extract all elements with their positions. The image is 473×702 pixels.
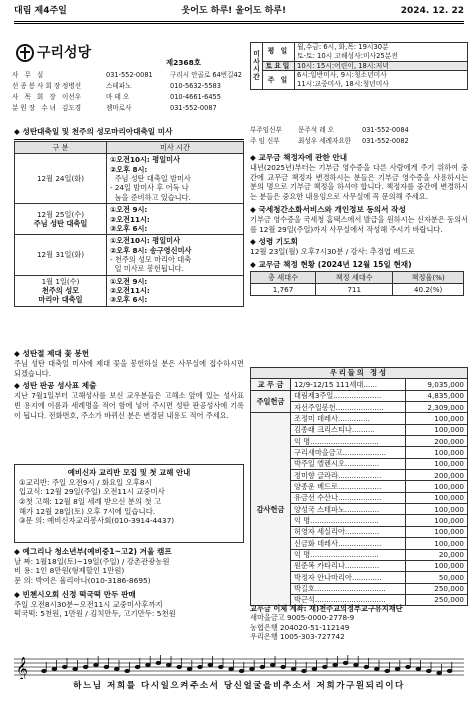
table-row [15, 235, 244, 275]
music-note [166, 663, 171, 666]
offering-amount: 4,835,000 [406, 390, 468, 401]
offering-amount: 100,000 [406, 458, 468, 469]
left-notices [14, 349, 244, 421]
status-title: ◆ 교무금 책정 현황 (2024년 12월 15일 현재) [250, 259, 412, 269]
account-info [250, 604, 468, 641]
notice-title: ◆ 교무금 책정자에 관한 안내 [250, 153, 348, 162]
music-note [156, 661, 161, 664]
contact-row [12, 93, 242, 104]
contact-extra: 010-4661-6455 [170, 93, 221, 101]
priest-list [250, 126, 468, 148]
offering-amount: 100,000 [406, 504, 468, 515]
box-line: 해가 12월 28일(토) 오후 7시에 있습니다. [19, 506, 156, 516]
music-notes-icon [14, 655, 464, 679]
parish-logo [16, 44, 91, 62]
offering-amount: 2,309,000 [406, 402, 468, 413]
offering-donor: 양종운 베드로................... [291, 481, 406, 492]
music-note [94, 663, 99, 666]
contact-label: 사 목 회 장 [12, 93, 58, 101]
mass-time: 월,수금: 6시, 화,목: 19시30분 토-토: 10시 고해성사:미사25분전 [295, 43, 468, 62]
notice-body: 지난 7월1일부터 고해성사를 보신 교우분들은 고해소 앞에 있는 성사표 빈 용지에 이름과 세례명을 적어 함에 넣어 주시면 성탄 판공성사에 기록이 됩니다. 전화번호, 주소가 바뀌신 분은 변경된 내용도 적어 주세요. [14, 391, 244, 420]
box-title: 예비신자 교리반 모집 및 첫 교해 안내 [67, 468, 191, 477]
music-note [302, 669, 307, 672]
music-note [198, 665, 203, 668]
music-note [447, 669, 452, 672]
offering-donor: 조정미 데레사.............. [291, 413, 406, 424]
account-line: 우리은행 1005-303-727742 [250, 632, 345, 642]
offering-category: 주일헌금 [251, 390, 291, 413]
col-header: 총 세대수 [251, 271, 316, 283]
music-note [239, 669, 244, 672]
contact-list [12, 71, 242, 115]
account-line: 새마을금고 9005-0000-2778-9 [250, 613, 355, 623]
col-header: 미사 시간 [107, 142, 244, 154]
offering-donor: 익 명.............................. [291, 515, 406, 526]
issue-number: 제2368호 [166, 58, 201, 67]
mass-day: 토요일 [263, 61, 295, 71]
parish-name: 구리성당 [37, 45, 92, 61]
offering-row [251, 390, 468, 401]
music-note [343, 661, 348, 664]
contact-phone: 마 태 오 [106, 93, 130, 101]
offering-amount: 100,000 [406, 538, 468, 549]
contact-phone: 스테파노 [106, 82, 132, 90]
offering-amount: 100,000 [406, 515, 468, 526]
divider [14, 139, 244, 140]
offering-donor: 익 명.............................. [291, 436, 406, 447]
status-value: 40.2(%) [393, 283, 464, 295]
notice-line: 날 짜: 1월18일(토)~19일(주일) / 강촌관광농원 [14, 556, 170, 566]
lyric-line: 하느님 저희를 다시일으켜주소서 당신얼굴을비추소서 저희가구원되리이다 [73, 681, 405, 691]
notice-title: ◆ 성령 기도회 [250, 237, 298, 247]
offering-donor: 원준복 카타리나............... [291, 560, 406, 571]
notice-title: ◆ 예그리나 청소년부(예비중1~고2) 겨울 캠프 [14, 547, 172, 556]
mass-schedule: ①오전10시: 평일미사 ②오후 8시: 송구영신미사 - 천주의 성모 마리아 대축 일 미사로 봉헌됩니다. [107, 235, 244, 275]
offering-amount: 200,000 [406, 436, 468, 447]
offering-amount: 100,000 [406, 447, 468, 458]
contact-row [12, 82, 242, 93]
col-header: 책정 세대수 [316, 271, 393, 283]
contact-name: 정병선 [62, 82, 82, 90]
offering-amount: 100,000 [406, 424, 468, 435]
box-line: ①교리반: 주일 오전9시 / 화요일 오후8시 [19, 477, 152, 487]
offering-amount: 250,000 [406, 594, 468, 605]
music-note [260, 665, 265, 668]
notice-body: 내년(2025년)부터는 기부금 영수증을 다른 사람에게 주기 위하여 중간에 교무금 책정자 변경하시는 분들은 기부금 영수증을 사용하시는 분의 명으로 기부금 책정을 하셔야 합니다. 책정자를 중간에 변경하시는 분들은 중요한 내용임으로 사무실에 꼭 문의해 주세요. [250, 162, 468, 202]
music-note [322, 665, 327, 668]
music-note [437, 671, 442, 674]
contact-name: 이선우 [62, 93, 82, 101]
mass-day: 평 일 [263, 43, 295, 62]
offering-amount: 100,000 [406, 413, 468, 424]
music-note [135, 665, 140, 668]
notice-line: 문 의: 박여은 율리아나(010-3186-8695) [14, 576, 151, 586]
contact-row [12, 104, 242, 115]
status-value: 1,767 [251, 283, 316, 295]
cross-icon [16, 44, 34, 62]
side-char: 미 [253, 50, 260, 59]
mass-side-label [251, 43, 263, 90]
mass-schedule: ①오전 9시: ②오전11시: ③오후 6시: [107, 204, 244, 235]
mass-schedule: ①오전 9시: ②오전11시: ③오후 6시: [107, 275, 244, 306]
side-char: 간 [253, 72, 260, 81]
mass-date: 1월 1일(수) 천주의 성모 마리아 대축일 [15, 275, 107, 306]
music-note [270, 663, 275, 666]
box-line: ②첫 고해: 12월 8일 세례 받으신 분의 첫 고 [19, 496, 161, 506]
right-notices [250, 153, 468, 296]
camp-notice [14, 547, 244, 619]
offering-amount: 100,000 [406, 526, 468, 537]
offering-category: 교 무 금 [251, 379, 291, 390]
contact-phone: 031-552-0081 [106, 71, 153, 79]
mass-date: 12월 25일(수) 주님 성탄 대축일 [15, 204, 107, 235]
table-row [15, 204, 244, 235]
music-note [416, 667, 421, 670]
col-header: 구 분 [15, 142, 107, 154]
contact-row [12, 71, 242, 82]
offering-row [251, 413, 468, 424]
music-note [354, 663, 359, 666]
table-row [15, 154, 244, 204]
box-line: ③문 의: 예비신자교리봉사회(010-3914-4437) [19, 516, 175, 526]
notice-title: ◆ 빈첸시오회 신정 떡국떡 만두 판매 [14, 589, 136, 599]
offering-category: 감사헌금 [251, 413, 291, 606]
offering-amount: 50,000 [406, 572, 468, 583]
mass-schedule: ①오전10시: 평일미사 ②오후 8시: 주님 성탄 대축일 밤미사 - 24일 밤미사 후 어둑 나 눔을 준비하고 있습니다. [107, 154, 244, 204]
offering-donor: 익 명.............................. [291, 549, 406, 560]
mass-date: 12월 24일(화) [15, 154, 107, 204]
contact-label: 분원장 수녀 [12, 104, 58, 112]
account-line: 농협은행 204020-51-112149 [250, 622, 350, 632]
offering-donor: 박정자 안나마리아............. [291, 572, 406, 583]
offering-amount: 100,000 [406, 560, 468, 571]
music-note [406, 665, 411, 668]
music-staff [14, 655, 464, 679]
offering-donor: 양성국 스테파노............... [291, 504, 406, 515]
offering-amount: 200,000 [406, 470, 468, 481]
offering-donor: 대림제3주일..................... [291, 390, 406, 401]
offering-donor: 자선주일봉헌..................... [291, 402, 406, 413]
notice-title: ◆ 국세청간소화서비스와 개인정보 동의서 작성 [250, 204, 406, 214]
offering-amount: 100,000 [406, 492, 468, 503]
contact-name: 김도경 [62, 104, 82, 112]
music-note [177, 665, 182, 668]
music-note [395, 667, 400, 670]
music-note [83, 665, 88, 668]
offering-amount: 9,035,000 [406, 379, 468, 390]
contact-phone: 젬마로사 [106, 104, 132, 112]
music-note [218, 665, 223, 668]
mass-day: 주 일 [263, 71, 295, 90]
music-note [114, 667, 119, 670]
mass-times-table [250, 42, 468, 90]
music-note [364, 665, 369, 668]
offering-amount: 250,000 [406, 583, 468, 594]
mass-time: 6시:일반미사, 9시:청소년미사 11시:교중미사, 18시:청년미사 [295, 71, 468, 90]
music-note [52, 667, 57, 670]
divider [14, 21, 464, 22]
mass-date: 12월 31일(화) [15, 235, 107, 275]
contact-name [62, 71, 106, 82]
mass-time: 10시: 15시:어린이, 18시:저녁 [295, 61, 468, 71]
notice-body: 12월 23일(월) 오후7시30분 / 강사: 추경엽 베드로 [250, 247, 415, 257]
status-table [250, 271, 464, 296]
motto: 웃어도 하루! 울어도 하루! [181, 6, 287, 16]
music-note [333, 663, 338, 666]
contact-label: 사 무 실 [12, 71, 46, 79]
music-note [146, 663, 151, 666]
offering-donor: 김종래 크리스티나.......... [291, 424, 406, 435]
notice-body: 주님 성탄 대축일 미사에 제대 꽃을 봉헌하실 분은 사무실에 접수하시면 되겠습니다. [14, 358, 244, 378]
status-value: 711 [316, 283, 393, 295]
offering-row [251, 379, 468, 390]
music-note [62, 665, 67, 668]
side-char: 사 [253, 57, 260, 66]
music-note [426, 669, 431, 672]
offering-donor: 12/9-12/15 111세대...... [291, 379, 406, 390]
music-note [104, 665, 109, 668]
music-note [250, 667, 255, 670]
music-note [312, 667, 317, 670]
contact-extra: 구리시 안골로 64번길42 [170, 71, 242, 79]
catechumen-box [14, 464, 244, 543]
notice-line: 떡국떡: 5천원, 1만원 / 김치만두, 고기만두: 5천원 [14, 609, 176, 619]
music-note [42, 669, 47, 672]
table-row [15, 275, 244, 306]
notice-title: ◆ 성탄 판공 성사표 제출 [14, 381, 97, 391]
offering-donor: 신금화 데레사................... [291, 538, 406, 549]
notice-line: 비 용: 1인 8만원(형제할인 1만원) [14, 566, 125, 576]
account-line: 교무금 이체 계좌: 재)천주교의정부교구유지재단 [250, 604, 403, 613]
offering-donor: 허영자 세실리아............... [291, 526, 406, 537]
music-note [291, 667, 296, 670]
box-line: 입교식: 12월 29일(주일) 오전11시 교중미사 [19, 487, 165, 497]
music-note [187, 667, 192, 670]
col-header: 책정율(%) [393, 271, 464, 283]
side-char: 시 [253, 65, 260, 74]
offering-amount: 100,000 [406, 481, 468, 492]
notice-title: ◆ 성탄절 제대 꽃 봉헌 [14, 349, 90, 358]
offering-donor: 박주일 엘렌시오............... [291, 458, 406, 469]
music-note [385, 669, 390, 672]
music-note [125, 669, 130, 672]
offering-donor: 박길호............................... [291, 583, 406, 594]
offering-donor: 구리새마을금고................... [291, 447, 406, 458]
offering-title: 우리들의 정성 [251, 368, 468, 379]
notice-body: 기부금 영수증을 국세청 홈택스에서 발급을 원하시는 신자분은 동의서를 12월 29일(주일)까지 사무실에서 작성해 주시기 바랍니다. [250, 214, 468, 234]
offering-donor: 유금선 수산나................... [291, 492, 406, 503]
staff-row: 부주임신부 문주석 레 오 031-552-0084 [250, 126, 409, 134]
page-header [14, 6, 464, 19]
contact-extra: 031-552-0087 [170, 104, 217, 112]
music-note [229, 667, 234, 670]
week-title: 대림 제4주일 [14, 6, 67, 16]
music-note [281, 665, 286, 668]
music-note [208, 663, 213, 666]
xmas-mass-table [14, 141, 244, 307]
music-note [73, 667, 78, 670]
contact-extra: 010-5632-5583 [170, 82, 221, 90]
notice-line: 주일 오전8시30분~오전11시 교중미사후까지 [14, 599, 163, 609]
offering-donor: 정미향 글라라................... [291, 470, 406, 481]
xmas-title: ◆ 성탄대축일 및 천주의 성모마리아대축일 미사 [14, 127, 173, 136]
divider [14, 23, 464, 24]
svg-text:𝄞: 𝄞 [16, 656, 28, 679]
issue-date: 2024. 12. 22 [400, 6, 464, 16]
offering-donor: 박근석............................... [291, 594, 406, 605]
offering-table [250, 367, 468, 606]
contact-label: 선종봉사회장 [12, 82, 63, 90]
offering-amount: 20,000 [406, 549, 468, 560]
staff-row: 주 임 신부 최성우 세례자요한 031-552-0082 [250, 137, 409, 145]
music-note [374, 667, 379, 670]
